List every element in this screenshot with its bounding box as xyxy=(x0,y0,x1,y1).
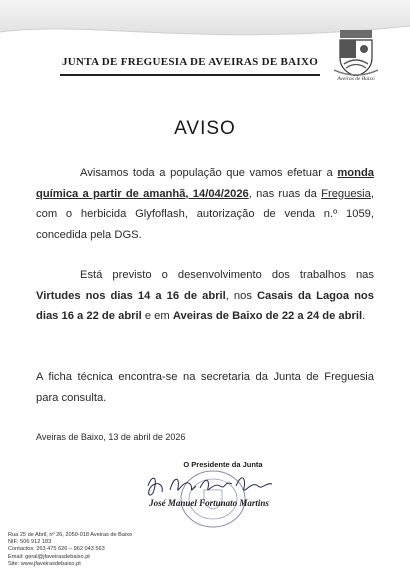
footer-phone: Contactos: 263 475 626 – 962 043 563 xyxy=(8,546,105,553)
p1-highlight-date: monda química a partir de amanhã, 14/04/2026 xyxy=(36,167,374,200)
date-line: Aveiras de Baixo, 13 de abril de 2026 xyxy=(36,432,186,442)
p2-text-c: , nos xyxy=(225,289,257,302)
p1-freguesia: Freguesia xyxy=(321,187,371,200)
p2-text-e: e em xyxy=(141,310,173,322)
footer-address: Rua 25 de Abril, nº 26, 2050-018 Aveiras de Baixo xyxy=(8,532,133,538)
p1-text-a: Avisamos toda a população que vamos efetuar a xyxy=(80,167,338,179)
signatory-name: José Manuel Fortunato Martins xyxy=(149,498,269,508)
p1-text-c: , nas ruas da xyxy=(248,187,322,200)
footer-contacts xyxy=(8,532,132,568)
footer-email: Email: geral@jfaveirasdebaixo.pt xyxy=(8,553,90,560)
p2-text-a: Está previsto o desenvolvimento dos trabalhos nas xyxy=(80,269,374,281)
footer-site: Site: www.jfaveirasdebaixo.pt xyxy=(8,560,81,567)
header-divider xyxy=(60,74,320,76)
notice-heading: AVISO xyxy=(174,118,236,139)
notice-paragraph-3: A ficha técnica encontra-se na secretaria da Junta de Freguesia para consulta. xyxy=(36,371,374,404)
p2-aveiras-baixo: Aveiras de Baixo de 22 a 24 de abril xyxy=(172,310,363,322)
crest-caption: Aveiras de Baixo xyxy=(337,76,375,82)
p2-text-g: . xyxy=(362,310,366,322)
coat-of-arms-icon xyxy=(334,30,378,76)
p2-casais-lagoa: Casais da Lagoa nos dias 16 a 22 de abril xyxy=(36,289,374,322)
organization-title: JUNTA DE FREGUESIA DE AVEIRAS DE BAIXO xyxy=(62,56,319,68)
p2-virtudes: Virtudes nos dias 14 a 16 de abril xyxy=(36,289,226,302)
p1-text-e: , com o herbicida Glyfoflash, autorização de venda n.º 1059, concedida pela DGS. xyxy=(36,187,374,241)
footer-nif: NIF: 506 912 183 xyxy=(8,539,52,546)
notice-paragraph-2 xyxy=(36,265,374,327)
notice-paragraph-1 xyxy=(36,163,374,245)
signatory-title: O Presidente da Junta xyxy=(183,460,263,469)
